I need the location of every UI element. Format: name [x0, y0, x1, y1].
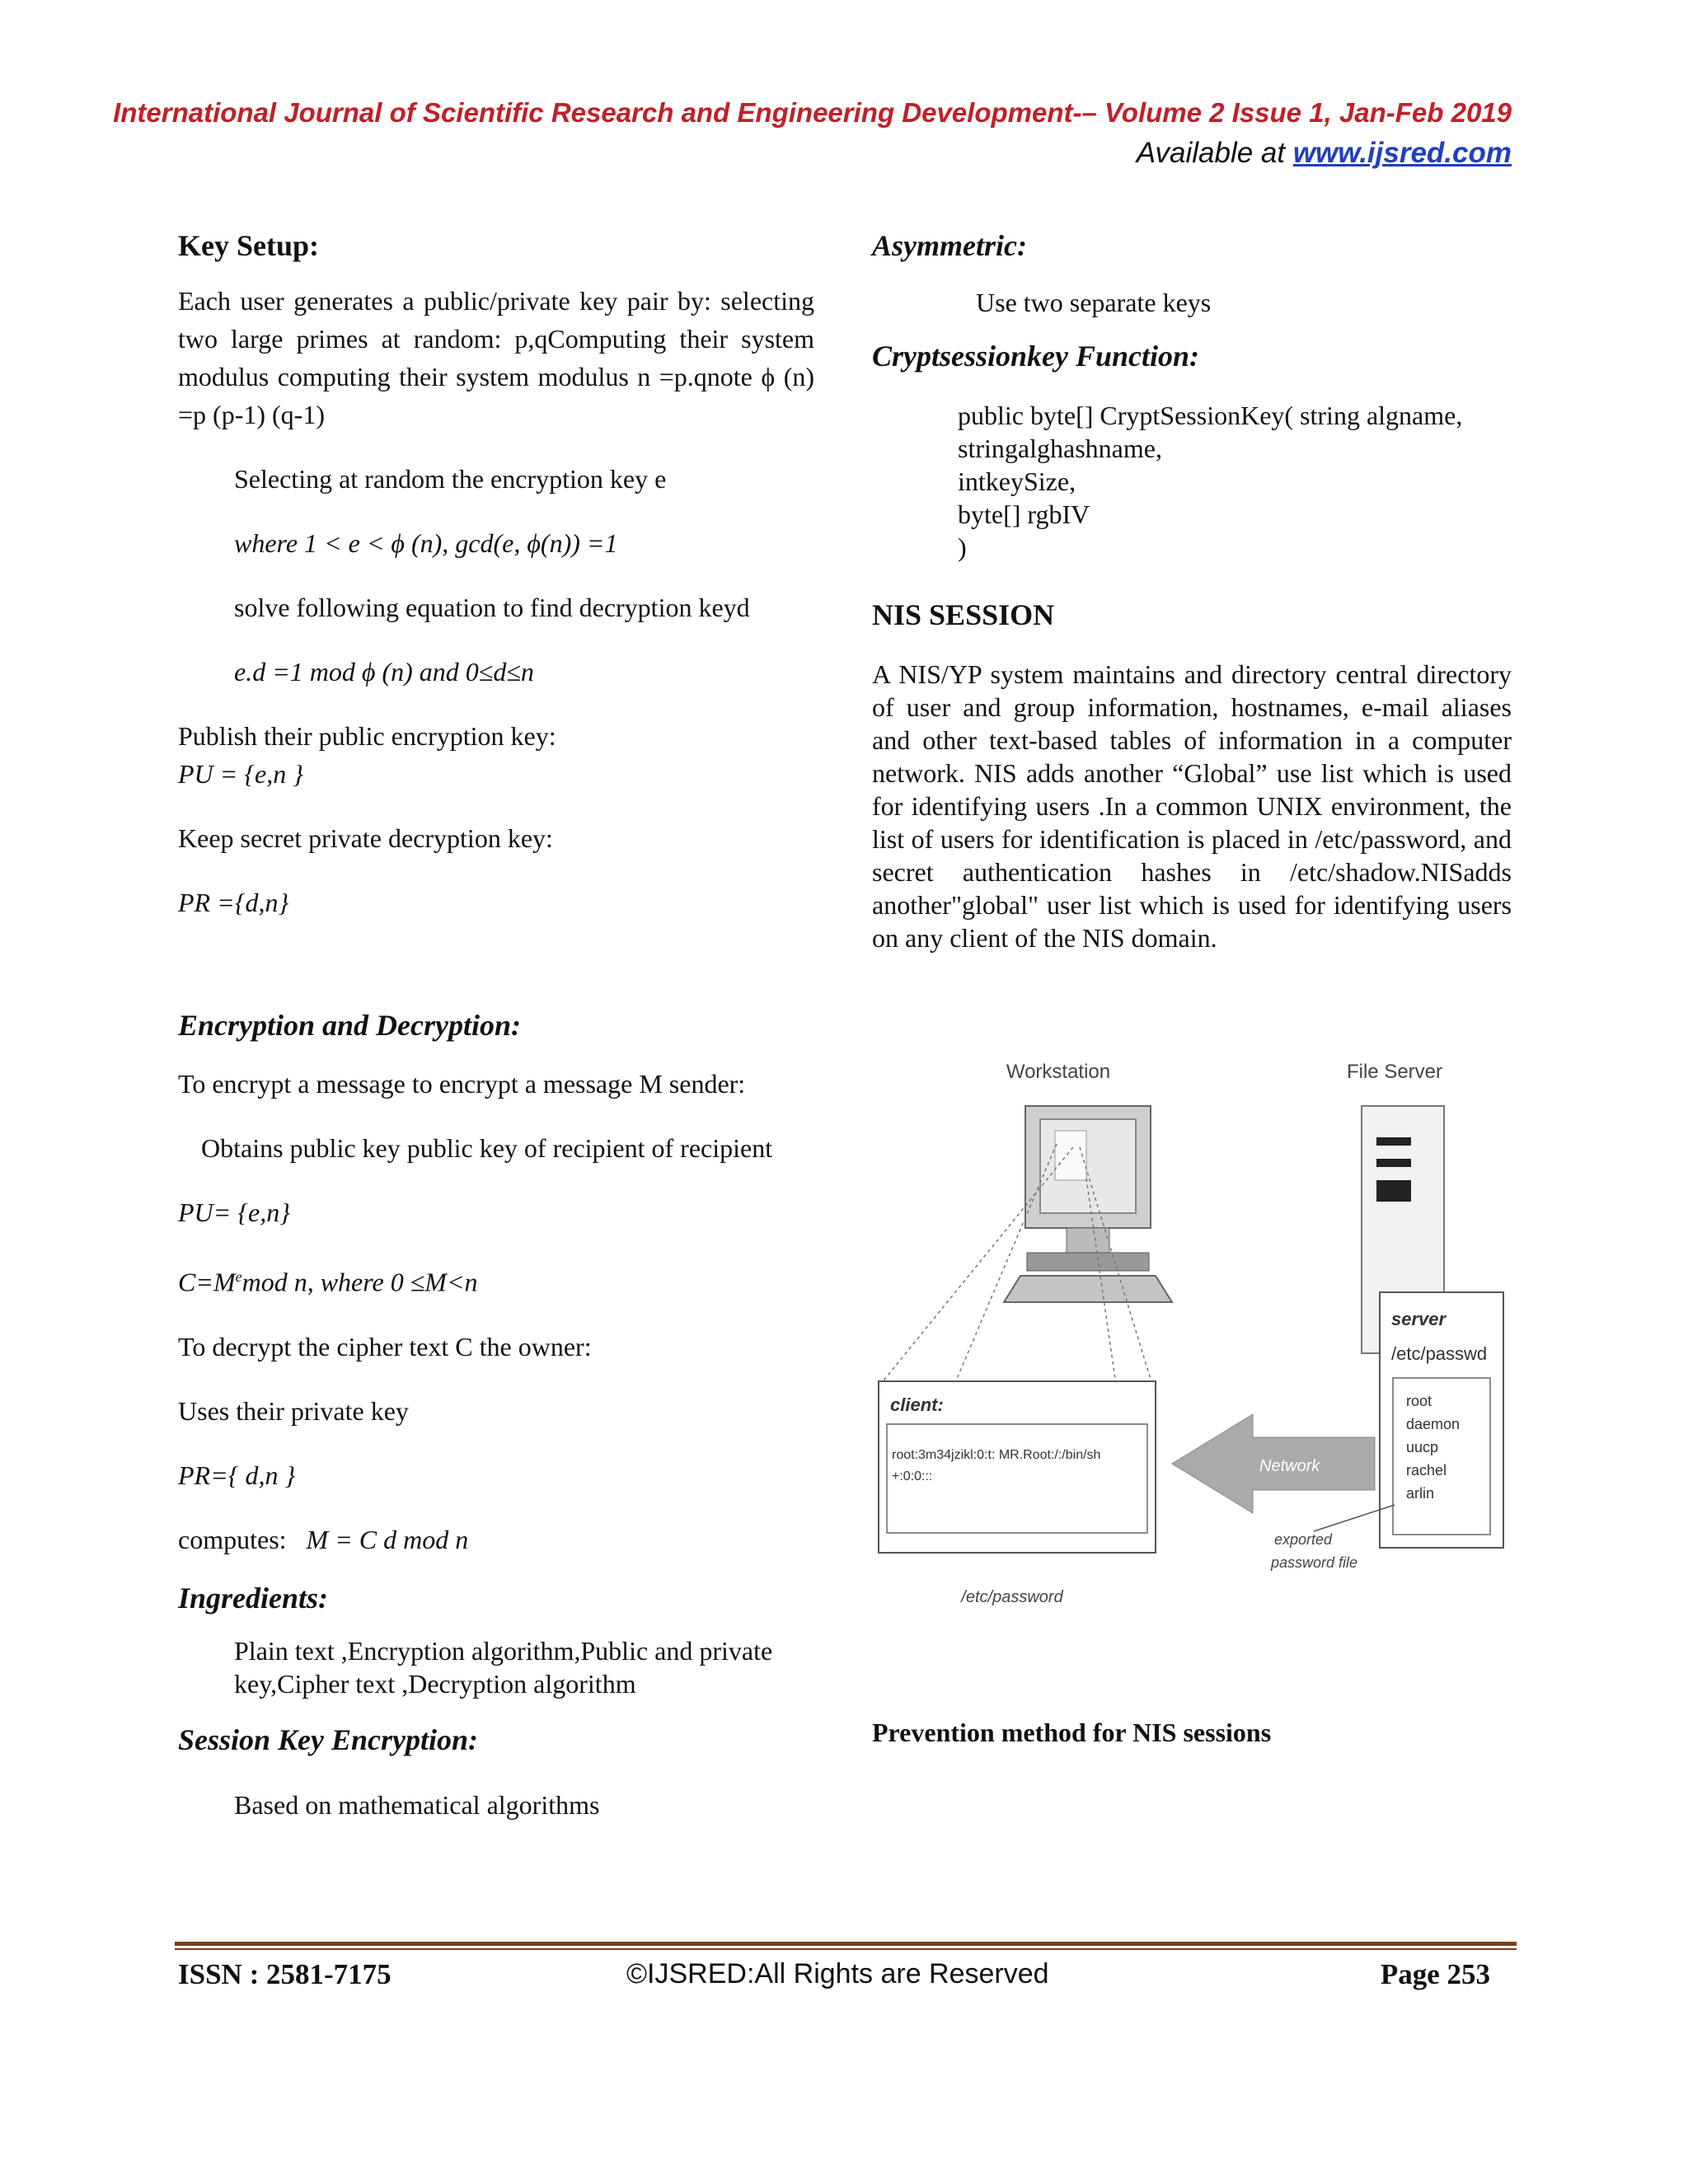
cipher-suffix: mod n, where 0 ≤M<n: [241, 1267, 478, 1297]
session-key-text: Based on mathematical algorithms: [234, 1789, 600, 1820]
right-column: [872, 227, 1512, 954]
obtains-text: Obtains public key public key of recipient of recipient: [201, 1133, 773, 1163]
availability-line: [1137, 137, 1512, 170]
pu-second: PU= {e,n}: [178, 1197, 291, 1227]
nis-paragraph: A NIS/YP system maintains and directory central directory of user and group information, hostnames, e-mail aliases and other text-based tables of information in a computer network. NIS adds another “Global” use list which is used for identifying users .In a common UNIX environment, the list of users for identification is placed in /etc/password, and secret authentication hashes in /etc/shadow.NISadds another"global" user list which is used for identifying users on any client of the NIS domain.: [872, 659, 1512, 953]
cipher-prefix: C=M: [178, 1267, 236, 1297]
footer-rule-thin: [175, 1948, 1517, 1950]
client-entry-line1: root:3m34jzikl:0:t: MR.Root:/:/bin/sh: [892, 1448, 1101, 1462]
code-line: ): [958, 532, 967, 562]
to-encrypt-text: To encrypt a message to encrypt a message M sender:: [178, 1069, 746, 1099]
journal-link[interactable]: www.ijsred.com: [1292, 137, 1512, 169]
pr-second: PR={ d,n }: [178, 1460, 296, 1490]
cipher-exponent: e: [235, 1268, 242, 1285]
nis-session-heading: NIS SESSION: [872, 598, 1055, 631]
server-box: [1380, 1292, 1503, 1548]
available-prefix: Available at: [1136, 137, 1293, 169]
code-block: [872, 399, 1512, 564]
workstation-label: Workstation: [1006, 1061, 1111, 1083]
user-entry: daemon: [1406, 1416, 1461, 1432]
exported-label: exported: [1274, 1531, 1333, 1548]
code-line: byte[] rgbIV: [958, 499, 1090, 529]
exported-label-2: password file: [1271, 1554, 1358, 1571]
ingredients-heading: Ingredients:: [178, 1581, 329, 1615]
uses-key-text: Uses their private key: [178, 1395, 409, 1426]
computes-line: [178, 1521, 814, 1558]
asymmetric-heading: Asymmetric:: [872, 229, 1027, 262]
pr-first: PR ={d,n}: [178, 888, 289, 917]
key-setup-heading: Key Setup:: [178, 229, 319, 262]
server-path: /etc/passwd: [1391, 1343, 1488, 1364]
to-decrypt-text: To decrypt the cipher text C the owner:: [178, 1331, 592, 1361]
user-entry: rachel: [1406, 1462, 1447, 1479]
client-box: [879, 1381, 1156, 1553]
figure-caption: Prevention method for NIS sessions: [872, 1718, 1272, 1747]
server-label: server: [1391, 1309, 1447, 1329]
publish-text: Publish their public encryption key:: [178, 721, 556, 751]
cipher-equation: [178, 1258, 814, 1301]
solve-equation-text: solve following equation to find decryption keyd: [234, 593, 750, 622]
computes-label: computes:: [178, 1524, 287, 1554]
etc-password-label: /etc/password: [961, 1588, 1063, 1606]
encryption-heading: Encryption and Decryption:: [178, 1009, 522, 1042]
keyboard: [1004, 1276, 1172, 1302]
ingredients-text: Plain text ,Encryption algorithm,Public and private key,Cipher text ,Decryption algorithm: [234, 1635, 773, 1699]
file-server-label: File Server: [1346, 1061, 1443, 1083]
workstation-monitor: [1025, 1106, 1151, 1271]
code-line: intkeySize,: [958, 466, 1076, 496]
journal-header: International Journal of Scientific Research and Engineering Development-– Volume 2 Issue 1, Jan-Feb 2019: [113, 97, 1512, 128]
network-arrow: [1172, 1414, 1375, 1513]
footer-rule: [175, 1942, 1517, 1946]
asymmetric-text: Use two separate keys: [976, 288, 1212, 317]
code-line: public byte[] CryptSessionKey( string algname,: [958, 401, 1463, 430]
key-setup-paragraph: Each user generates a public/private key pair by: selecting two large primes at random: p,qComputing their system modulus computing their system modulus n =p.qnote ϕ (n) =p (p-1) (q-1): [178, 286, 814, 429]
client-entry-line2: +:0:0:::: [892, 1469, 933, 1483]
user-entry: arlin: [1406, 1485, 1435, 1502]
keep-secret-text: Keep secret private decryption key:: [178, 823, 553, 853]
nis-diagram: [872, 1055, 1512, 1615]
ed-equation: e.d =1 mod ϕ (n) and 0≤d≤n: [234, 657, 534, 687]
client-label: client:: [890, 1394, 944, 1415]
rights-text: ©IJSRED:All Rights are Reserved: [626, 1958, 1049, 1990]
page-number: Page 253: [1380, 1958, 1490, 1990]
code-line: stringalghashname,: [958, 434, 1162, 463]
cryptsessionkey-heading: Cryptsessionkey Function:: [872, 340, 1200, 373]
issn-text: ISSN : 2581-7175: [178, 1958, 392, 1990]
where-condition: where 1 < e < ϕ (n), gcd(e, ϕ(n)) =1: [234, 528, 618, 558]
select-key-text: Selecting at random the encryption key e: [234, 464, 667, 494]
user-entry: root: [1406, 1393, 1432, 1409]
pu-first: PU = {e,n }: [178, 759, 304, 789]
network-label: Network: [1259, 1457, 1320, 1475]
left-column: [178, 227, 814, 1824]
user-entry: uucp: [1406, 1439, 1439, 1455]
computes-equation: M = C d mod n: [306, 1524, 469, 1554]
session-key-heading: Session Key Encryption:: [178, 1722, 479, 1756]
